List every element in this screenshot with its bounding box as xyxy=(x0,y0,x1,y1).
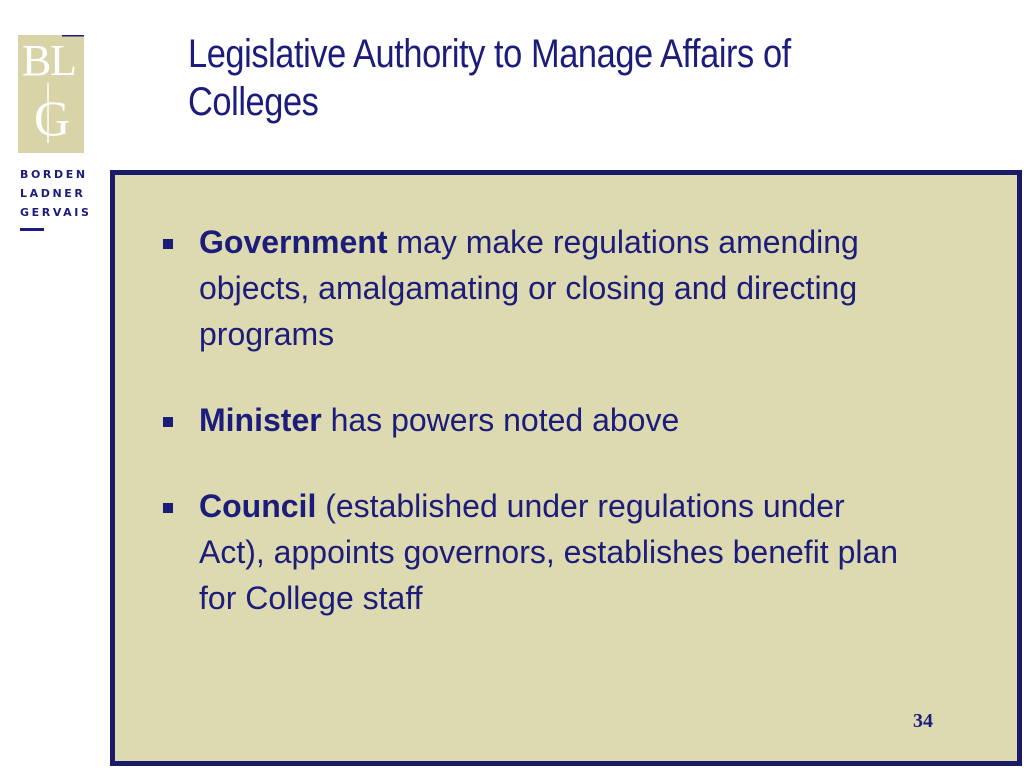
svg-text:G: G xyxy=(34,90,71,146)
bullet-term: Council xyxy=(199,488,317,524)
bullet-term: Government xyxy=(199,224,388,260)
page-number: 34 xyxy=(913,710,933,732)
bullet-term: Minister xyxy=(199,402,322,438)
square-bullet-icon xyxy=(163,239,173,249)
logo-wordmark xyxy=(20,165,92,222)
bullet-item-minister xyxy=(155,397,915,443)
bullet-text: has powers noted above xyxy=(321,402,680,438)
logo-word-ladner: LADNER xyxy=(20,187,86,200)
logo-word-gervais: GERVAIS xyxy=(20,206,92,219)
logo-word-borden: BORDEN xyxy=(20,168,88,181)
content-box xyxy=(110,170,1022,766)
square-bullet-icon xyxy=(163,417,173,427)
slide-title: Legislative Authority to Manage Affairs of Colleges xyxy=(188,32,791,124)
blg-logo xyxy=(0,0,110,250)
bullet-item-council xyxy=(155,483,915,621)
bullet-item-government xyxy=(155,219,915,357)
bullet-list xyxy=(155,219,915,661)
bullet-text: may make regulations amending objects, amalgamating or closing and directing programs xyxy=(199,224,859,352)
blg-monogram-icon xyxy=(18,35,84,153)
logo-dash xyxy=(20,228,44,231)
bullet-text: (established under regulations under Act), appoints governors, establishes benefit plan for College staff xyxy=(199,488,899,616)
svg-text:L: L xyxy=(50,36,77,85)
square-bullet-icon xyxy=(163,503,173,513)
svg-text:B: B xyxy=(22,36,52,85)
